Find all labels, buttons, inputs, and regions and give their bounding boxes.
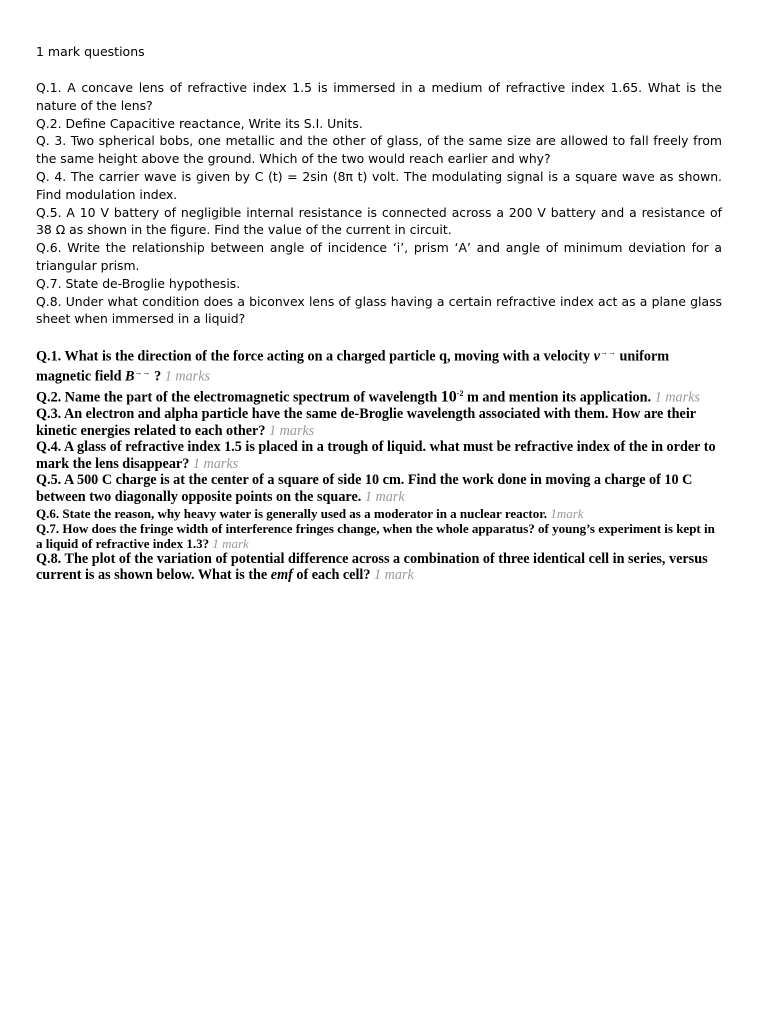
question-text: Q.3. An electron and alpha particle have the same de-Broglie wavelength associated with them. How are their kinetic energies related to each other? — [36, 405, 696, 439]
exponent: -2 — [456, 388, 464, 398]
question-item — [36, 551, 722, 584]
question-list-serif — [36, 345, 722, 584]
mark-label: 1 marks — [268, 422, 315, 439]
vector-arrow: →→ — [134, 368, 151, 378]
question-item: Q.2. Define Capacitive reactance, Write its S.I. Units. — [36, 115, 363, 131]
question-item — [36, 506, 722, 521]
question-text: uniform magnetic field — [36, 348, 670, 386]
mark-label: 1 mark — [374, 567, 414, 584]
question-item — [36, 386, 722, 406]
question-item — [36, 521, 722, 551]
question-text: Q.6. State the reason, why heavy water is generally used as a moderator in a nuclear reactor. — [36, 505, 548, 521]
vector-arrow: →→ — [599, 348, 616, 357]
wavelength-value: 10 — [440, 388, 457, 406]
question-text: Q.2. Name the part of the electromagnetic spectrum of wavelength — [36, 389, 438, 406]
mark-label: 1 marks — [654, 389, 700, 406]
mark-label: 1 mark — [364, 488, 405, 505]
question-item: Q. 4. The carrier wave is given by C (t) = 2sin (8π t) volt. The modulating signal is a square wave as shown. Find modulation index. — [36, 168, 722, 202]
question-text: of each cell? — [296, 567, 371, 584]
question-list-sans — [36, 79, 722, 328]
question-text: ? — [154, 369, 162, 386]
section-heading: 1 mark questions — [36, 44, 145, 59]
question-text: m and mention its application. — [467, 389, 652, 406]
question-item: Q.7. State de-Broglie hypothesis. — [36, 275, 241, 291]
question-item: Q.8. Under what condition does a biconvex lens of glass having a certain refractive index act as a plane glass sheet when immersed in a liquid? — [36, 293, 722, 327]
velocity-symbol: v — [593, 348, 600, 365]
question-text: Q.7. How does the fringe width of interference fringes change, when the whole apparatus? of young’s experiment is kept in a liquid of refractive index 1.3? — [36, 520, 715, 551]
question-item: Q.6. Write the relationship between angle of incidence ‘i’, prism ‘A’ and angle of minimum deviation for a triangular prism. — [36, 240, 722, 273]
question-item: Q.1. A concave lens of refractive index 1.5 is immersed in a medium of refractive index 1.65. What is the nature of the lens? — [36, 80, 722, 113]
question-text: Q.8. The plot of the variation of potential difference across a combination of three identical cell in series, versus current is as shown below. What is the — [36, 550, 708, 584]
question-text: Q.4. A glass of refractive index 1.5 is placed in a trough of liquid. what must be refractive index of the in order to mark the lens disappear? — [36, 439, 716, 472]
question-text: Q.5. A 500 C charge is at the center of a square of side 10 cm. Find the work done in moving a charge of 10 C between two diagonally opposite points on the square. — [36, 472, 693, 505]
mark-label: 1 marks — [192, 455, 239, 472]
question-item — [36, 345, 722, 386]
mark-label: 1 mark — [212, 535, 249, 551]
question-item: Q. 3. Two spherical bobs, one metallic and the other of glass, of the same size are allowed to fall freely from the same height above the ground. Which of the two would reach earlier and why? — [36, 133, 722, 167]
mark-label: 1 marks — [164, 369, 211, 386]
field-symbol: B — [125, 369, 135, 386]
emf-term: emf — [270, 567, 293, 584]
mark-label: 1mark — [550, 505, 584, 521]
question-item — [36, 472, 722, 505]
question-item — [36, 439, 722, 472]
question-text: Q.1. What is the direction of the force acting on a charged particle q, moving with a velocity — [36, 348, 591, 365]
question-item — [36, 406, 722, 439]
question-item: Q.5. A 10 V battery of negligible internal resistance is connected across a 200 V battery and a resistance of 38 Ω as shown in the figure. Find the value of the current in circuit. — [36, 204, 722, 238]
